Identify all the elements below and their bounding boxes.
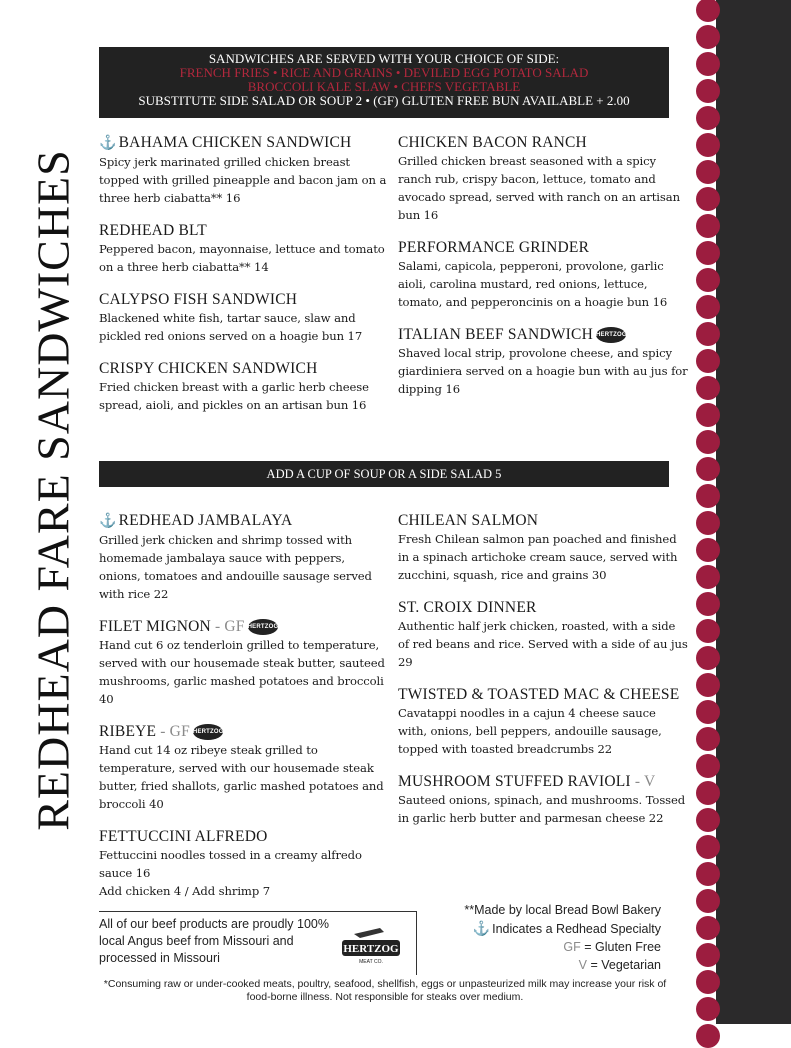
menu-item-title (99, 617, 389, 636)
decorative-dot (696, 511, 720, 535)
menu-item-title (99, 722, 389, 741)
menu-item-description: Shaved local strip, provolone cheese, and spicy giardiniera served on a hoagie bun with au jus for dipping 16 (398, 346, 688, 396)
decorative-dot (696, 133, 720, 157)
menu-item-description: Fried chicken breast with a garlic herb cheese spread, aioli, and pickles on an artisan bun 16 (99, 380, 369, 412)
menu-item (99, 290, 389, 345)
legend-gf-key: GF (563, 940, 581, 954)
decorative-dot (696, 52, 720, 76)
menu-item (99, 221, 389, 276)
menu-item-title (99, 827, 389, 846)
decorative-dot (696, 727, 720, 751)
menu-item-title (398, 325, 688, 344)
menu-item-name: PERFORMANCE GRINDER (398, 239, 590, 256)
anchor-icon: ⚓ (472, 920, 491, 936)
legend-gf-row (464, 938, 661, 956)
menu-item (398, 133, 688, 224)
menu-item-name: REDHEAD BLT (99, 222, 207, 239)
menu-item-description: Spicy jerk marinated grilled chicken breast topped with grilled pineapple and bacon jam on a three herb ciabatta** 16 (99, 155, 387, 205)
legend-v-val: = Vegetarian (586, 958, 661, 972)
decorative-dot (696, 592, 720, 616)
menu-item-name: ST. CROIX DINNER (398, 599, 537, 616)
menu-item-description: Blackened white fish, tartar sauce, slaw and pickled red onions served on a hoagie bun 17 (99, 311, 363, 343)
decorative-dot (696, 241, 720, 265)
sides-list-1: FRENCH FRIES • RICE AND GRAINS • DEVILED EGG POTATO SALAD (179, 65, 589, 80)
decorative-dot (696, 0, 720, 22)
menu-item-description: Salami, capicola, pepperoni, provolone, garlic aioli, carolina mustard, red onions, lettuce, tomato, and pepperoncinis on a hoagie bun 16 (398, 259, 668, 309)
menu-item-description: Peppered bacon, mayonnaise, lettuce and tomato on a three herb ciabatta** 14 (99, 242, 385, 274)
menu-item-title (99, 133, 389, 153)
menu-item-description: Hand cut 6 oz tenderloin grilled to temperature, served with our housemade steak butter, sauteed mushrooms, garlic mashed potatoes and broccoli 40 (99, 638, 385, 706)
menu-item (99, 617, 389, 708)
legend-gf-val: = Gluten Free (580, 940, 661, 954)
decorative-dot (696, 538, 720, 562)
decorative-dot (696, 808, 720, 832)
decorative-dot (696, 295, 720, 319)
menu-item-description: Fettuccini noodles tossed in a creamy alfredo sauce 16 (99, 848, 362, 880)
menu-item-description: Fresh Chilean salmon pan poached and finished in a spinach artichoke cream sauce, served with zucchini, squash, rice and grains 30 (398, 532, 678, 582)
menu-item-name: RIBEYE (99, 723, 157, 740)
decorative-dot (696, 781, 720, 805)
decorative-dot (696, 943, 720, 967)
menu-item-name: TWISTED & TOASTED MAC & CHEESE (398, 686, 680, 703)
menu-item-description: Hand cut 14 oz ribeye steak grilled to temperature, served with our housemade steak butter, fried shallots, garlic mashed potatoes and broccoli 40 (99, 743, 384, 811)
menu-item (398, 772, 688, 827)
hertzog-badge-icon: HERTZOG (193, 724, 223, 740)
menu-item-addon: Add chicken 4 / Add shrimp 7 (99, 884, 270, 898)
sandwiches-right-column (398, 133, 688, 412)
beef-note-box (99, 911, 417, 975)
menu-item-name: REDHEAD JAMBALAYA (118, 512, 293, 529)
fare-right-column (398, 511, 688, 841)
menu-item (99, 133, 389, 207)
menu-item-name: FETTUCCINI ALFREDO (99, 828, 268, 845)
menu-item-title (398, 772, 688, 791)
fare-left-column (99, 511, 389, 914)
menu-item-title (99, 221, 389, 240)
menu-item-name: BAHAMA CHICKEN SANDWICH (118, 134, 352, 151)
decorative-dot (696, 25, 720, 49)
menu-item-title (398, 685, 688, 704)
menu-item-title (398, 133, 688, 152)
sides-list-2: BROCCOLI KALE SLAW • CHEFS VEGETABLE (247, 79, 521, 94)
decorative-dot (696, 619, 720, 643)
menu-item-description: Sauteed onions, spinach, and mushrooms. Tossed in garlic herb butter and parmesan cheese 22 (398, 793, 686, 825)
decorative-dot (696, 862, 720, 886)
diet-tag: - V (630, 773, 656, 790)
hertzog-logo-icon (340, 926, 402, 966)
menu-item (398, 325, 688, 398)
menu-item (398, 598, 688, 671)
decorative-dot (696, 349, 720, 373)
vertical-title (27, 45, 78, 935)
menu-item-title (99, 290, 389, 309)
legend-anchor-row (464, 919, 661, 938)
menu-item-description: Cavatappi noodles in a cajun 4 cheese sauce with, onions, bell peppers, andouille sausage, topped with toasted breadcrumbs 22 (398, 706, 662, 756)
decorative-dot (696, 754, 720, 778)
menu-item (99, 722, 389, 813)
decorative-side-strip (716, 0, 791, 1024)
menu-item-name: CRISPY CHICKEN SANDWICH (99, 360, 318, 377)
menu-item-name: MUSHROOM STUFFED RAVIOLI (398, 773, 631, 790)
decorative-dot (696, 160, 720, 184)
menu-item (398, 511, 688, 584)
menu-item-name: FILET MIGNON (99, 618, 211, 635)
menu-item-title (398, 238, 688, 257)
beef-note: All of our beef products are proudly 100% local Angus beef from Missouri and processed in Missouri (99, 917, 329, 965)
legend (464, 901, 661, 974)
menu-item (99, 359, 389, 414)
decorative-dot (696, 484, 720, 508)
legend-anchor: Indicates a Redhead Specialty (492, 922, 661, 936)
sides-info-box (99, 47, 669, 118)
soup-salad-bar: ADD A CUP OF SOUP OR A SIDE SALAD 5 (99, 461, 669, 487)
diet-tag: - GF (210, 618, 245, 635)
decorative-dot (696, 997, 720, 1021)
menu-item-description: Authentic half jerk chicken, roasted, with a side of red beans and rice. Served with a side of au jus 29 (398, 619, 688, 669)
menu-item-title (99, 511, 389, 531)
decorative-dot (696, 376, 720, 400)
menu-item (398, 685, 688, 758)
menu-item-name: ITALIAN BEEF SANDWICH (398, 326, 593, 343)
decorative-dot (696, 106, 720, 130)
sandwiches-left-column (99, 133, 389, 428)
hertzog-logo-sub: MEAT CO. (359, 959, 383, 965)
health-footnote: *Consuming raw or under-cooked meats, poultry, seafood, shellfish, eggs or unpasteurized milk may increase your risk of food-borne illness. Not responsible for steaks over medium. (103, 978, 667, 1003)
decorative-dot (696, 1024, 720, 1048)
menu-item-title (99, 359, 389, 378)
decorative-dot (696, 970, 720, 994)
menu-item-title (398, 598, 688, 617)
menu-item-description: Grilled jerk chicken and shrimp tossed with homemade jambalaya sauce with peppers, onions, tomatoes and andouille sausage served with rice 22 (99, 533, 372, 601)
menu-item-name: CALYPSO FISH SANDWICH (99, 291, 298, 308)
decorative-dot (696, 322, 720, 346)
menu-item (398, 238, 688, 311)
decorative-dot (696, 916, 720, 940)
menu-item (99, 511, 389, 603)
decorative-dot (696, 700, 720, 724)
legend-bakery: **Made by local Bread Bowl Bakery (464, 903, 661, 917)
decorative-dot (696, 214, 720, 238)
menu-item-name: CHICKEN BACON RANCH (398, 134, 587, 151)
decorative-dot (696, 673, 720, 697)
sides-heading: SANDWICHES ARE SERVED WITH YOUR CHOICE OF SIDE: (208, 51, 560, 66)
decorative-dot (696, 565, 720, 589)
decorative-dot (696, 268, 720, 292)
menu-item (99, 827, 389, 900)
diet-tag: - GF (156, 723, 190, 740)
decorative-dot (696, 889, 720, 913)
hertzog-badge-icon: HERTZOG (596, 327, 626, 343)
decorative-dot (696, 187, 720, 211)
anchor-icon: ⚓ (99, 514, 117, 529)
decorative-dots (696, 0, 720, 1024)
anchor-icon: ⚓ (99, 136, 117, 151)
page-title: REDHEAD FARE SANDWICHES (27, 149, 78, 831)
legend-v-key: V (578, 958, 587, 972)
decorative-dot (696, 403, 720, 427)
substitute-note: SUBSTITUTE SIDE SALAD OR SOUP 2 • (GF) GLUTEN FREE BUN AVAILABLE + 2.00 (138, 93, 630, 108)
legend-v-row (464, 956, 661, 974)
menu-item-title (398, 511, 688, 530)
decorative-dot (696, 430, 720, 454)
hertzog-badge-icon: HERTZOG (248, 619, 278, 635)
menu-item-name: CHILEAN SALMON (398, 512, 539, 529)
menu-item-description: Grilled chicken breast seasoned with a spicy ranch rub, crispy bacon, lettuce, tomato and avocado spread, served with ranch on an artisan bun 16 (398, 154, 680, 222)
decorative-dot (696, 835, 720, 859)
decorative-dot (696, 79, 720, 103)
decorative-dot (696, 457, 720, 481)
hertzog-logo-text: HERTZOG (343, 943, 399, 955)
decorative-dot (696, 646, 720, 670)
